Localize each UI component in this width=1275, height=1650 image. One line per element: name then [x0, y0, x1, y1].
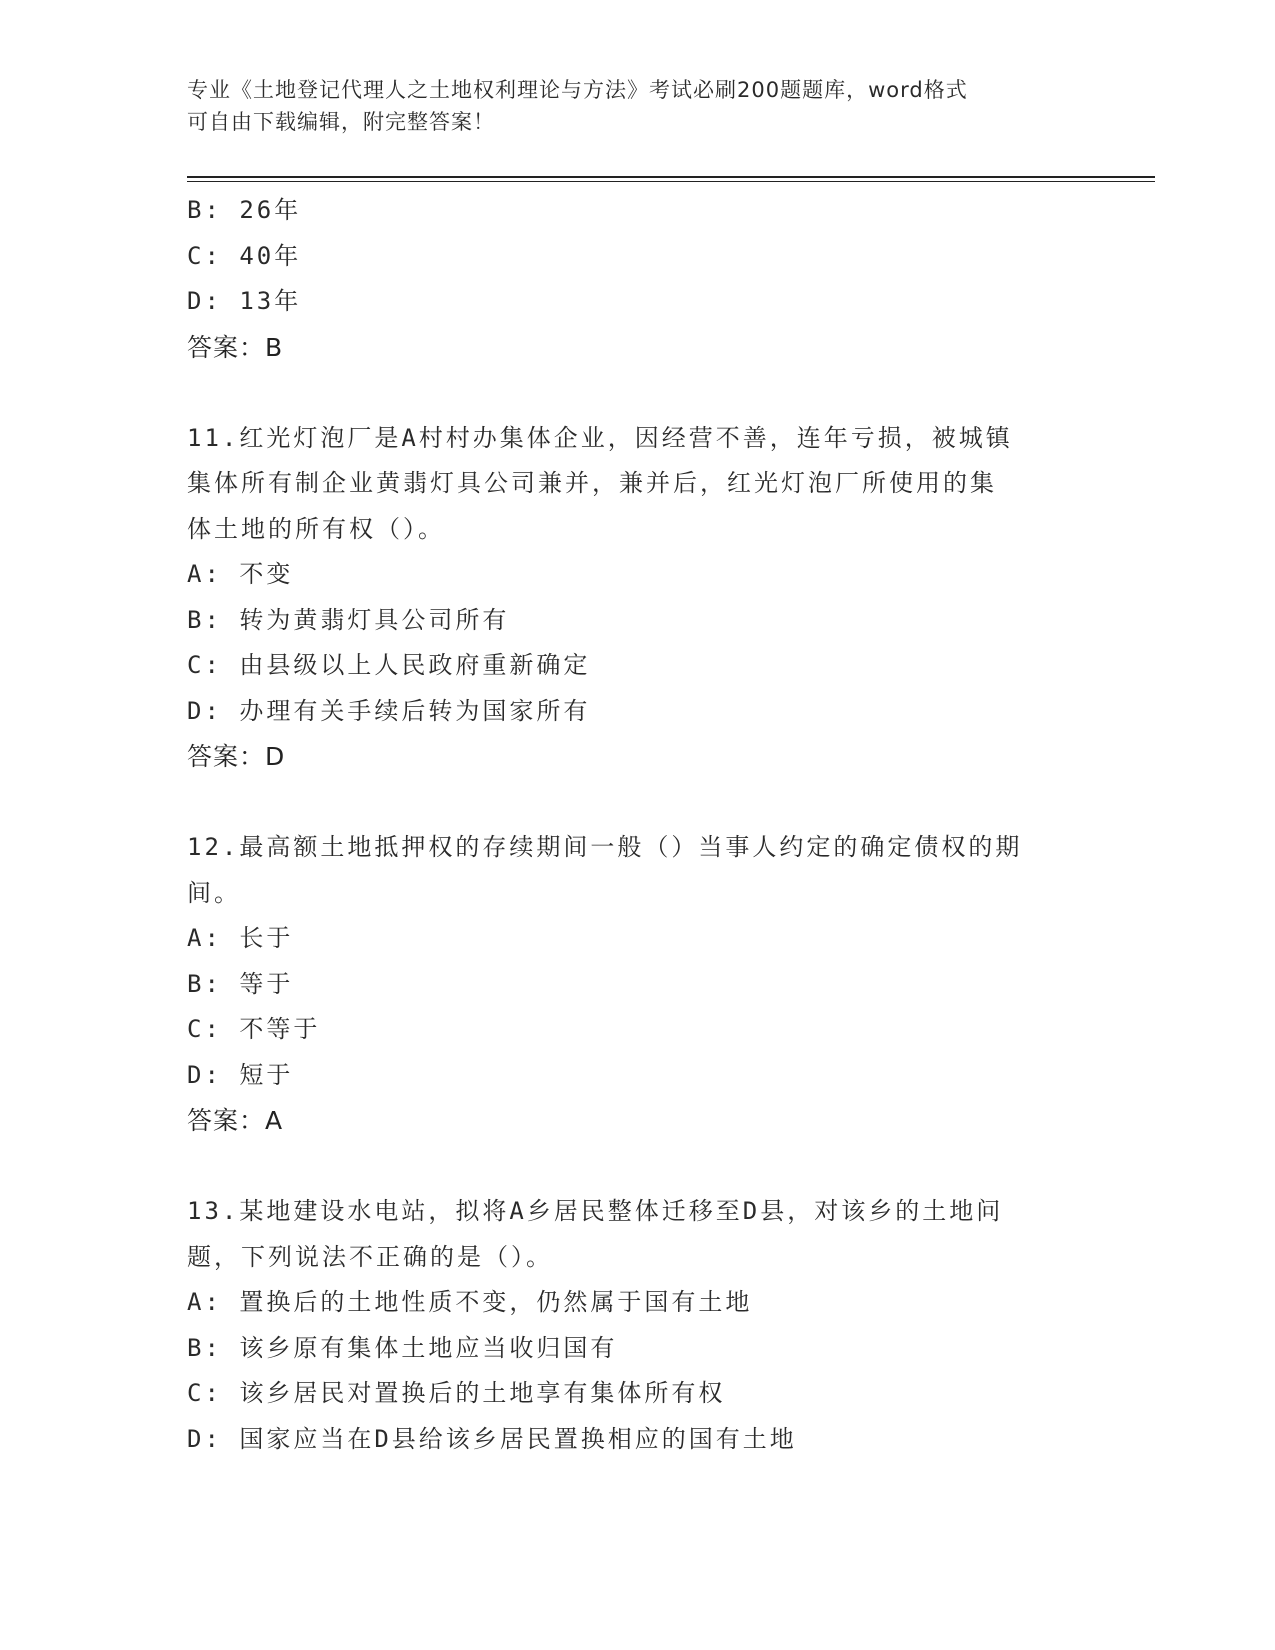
option-b: B: 该乡原有集体土地应当收归国有 [187, 1333, 618, 1362]
question-text-line: 13.某地建设水电站，拟将A乡居民整体迁移至D县，对该乡的土地问 [187, 1197, 1004, 1225]
question-text-line: 11.红光灯泡厂是A村村办集体企业，因经营不善，连年亏损，被城镇 [187, 423, 1013, 452]
option-d: D: 短于 [187, 1060, 294, 1089]
option-d: D: 国家应当在D县给该乡居民置换相应的国有土地 [187, 1424, 797, 1453]
option-c: C: 不等于 [187, 1015, 321, 1043]
question-text-line: 题，下列说法不正确的是（）。 [187, 1242, 553, 1271]
option-c: C: 40年 [187, 241, 302, 270]
spacer [187, 780, 1087, 825]
option-d: D: 13年 [187, 287, 302, 315]
question-block-13 [187, 1189, 1087, 1462]
question-text [187, 825, 1067, 916]
question-block-11 [187, 416, 1087, 781]
page-header [187, 74, 1067, 138]
option-a: A: 置换后的土地性质不变，仍然属于国有土地 [187, 1288, 753, 1316]
question-text-line: 集体所有制企业黄翡灯具公司兼并，兼并后，红光灯泡厂所使用的集 [187, 469, 997, 497]
option-b: B: 转为黄翡灯具公司所有 [187, 605, 510, 634]
question-block-prev [187, 188, 1087, 371]
answer-line: 答案：B [187, 332, 284, 362]
header-divider-thin [187, 181, 1155, 182]
option-b: B: 等于 [187, 969, 294, 998]
question-text [187, 416, 1067, 553]
option-d: D: 办理有关手续后转为国家所有 [187, 696, 591, 725]
option-b: B: 26年 [187, 196, 302, 224]
question-text-line: 体土地的所有权（）。 [187, 514, 445, 543]
question-text-line: 12.最高额土地抵押权的存续期间一般（）当事人约定的确定债权的期 [187, 833, 1023, 861]
header-title-line-1: 专业《土地登记代理人之土地权利理论与方法》考试必刷200题题库，word格式 [187, 78, 968, 102]
option-a: A: 不变 [187, 560, 294, 588]
option-c: C: 该乡居民对置换后的土地享有集体所有权 [187, 1379, 726, 1407]
answer-line: 答案：A [187, 1106, 284, 1135]
question-block-12 [187, 825, 1087, 1144]
question-content [187, 188, 1087, 1462]
option-a: A: 长于 [187, 924, 294, 952]
header-title-line-2: 可自由下载编辑，附完整答案！ [187, 110, 495, 134]
spacer [187, 1144, 1087, 1189]
option-c: C: 由县级以上人民政府重新确定 [187, 651, 591, 679]
answer-line: 答案：D [187, 742, 286, 771]
question-text [187, 1189, 1067, 1280]
question-text-line: 间。 [187, 878, 241, 907]
spacer [187, 371, 1087, 416]
header-divider-thick [187, 176, 1155, 178]
